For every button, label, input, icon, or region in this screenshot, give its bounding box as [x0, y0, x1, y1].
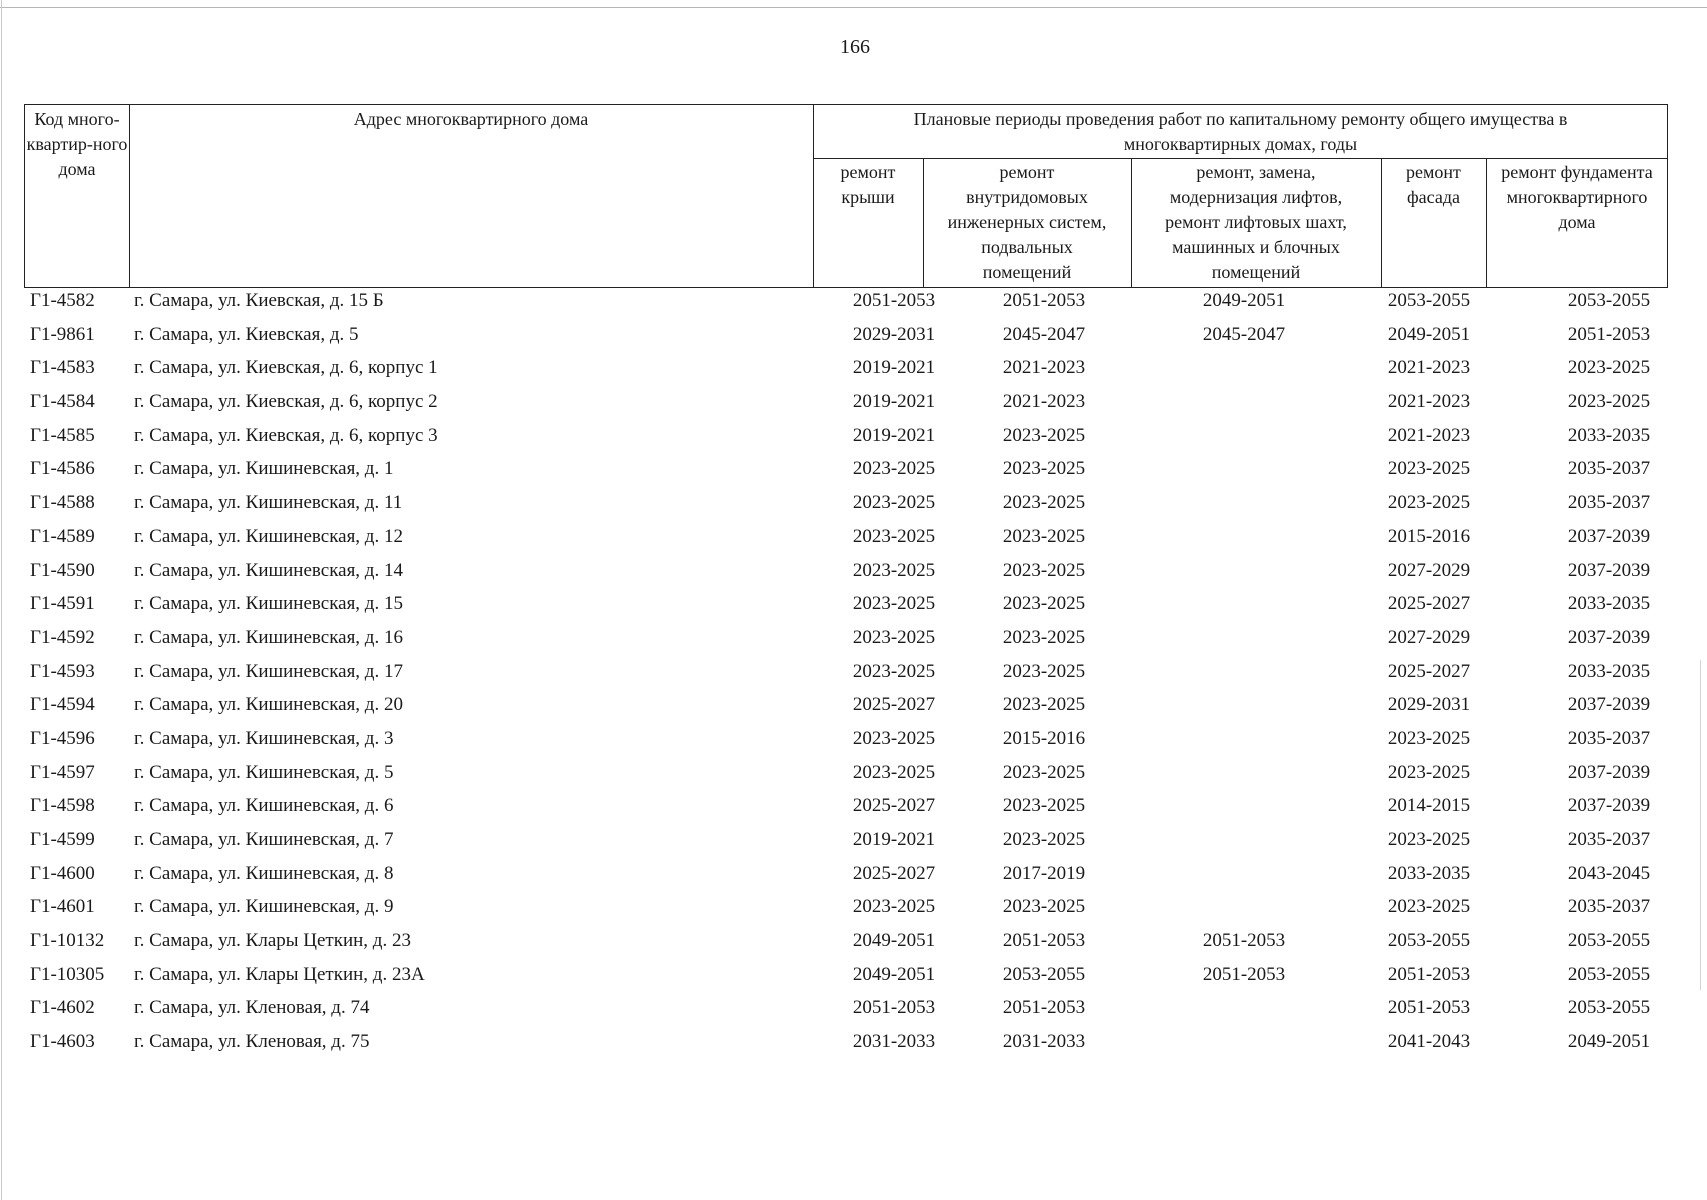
row-address: г. Самара, ул. Кишиневская, д. 14 [134, 559, 403, 581]
page-number: 166 [840, 36, 870, 58]
row-engineering: 2023-2025 [1002, 593, 1086, 615]
table-row [24, 355, 1668, 389]
row-roof: 2023-2025 [852, 896, 936, 918]
row-roof: 2019-2021 [852, 357, 936, 379]
row-code: Г1-4598 [30, 795, 95, 817]
row-foundation: 2035-2037 [1567, 492, 1651, 514]
row-address: г. Самара, ул. Кишиневская, д. 20 [134, 694, 403, 716]
row-code: Г1-4597 [30, 761, 95, 783]
row-code: Г1-4588 [30, 492, 95, 514]
row-foundation: 2037-2039 [1567, 626, 1651, 648]
row-lifts: 2051-2053 [1202, 930, 1286, 952]
header-foundation: ремонт фундамента многоквартирного дома [1501, 162, 1653, 232]
row-code: Г1-4590 [30, 559, 95, 581]
row-facade: 2023-2025 [1387, 896, 1471, 918]
row-address: г. Самара, ул. Кишиневская, д. 3 [134, 727, 394, 749]
row-facade: 2051-2053 [1387, 963, 1471, 985]
row-foundation: 2037-2039 [1567, 559, 1651, 581]
row-roof: 2025-2027 [852, 694, 936, 716]
table-row [24, 962, 1668, 996]
row-engineering: 2023-2025 [1002, 829, 1086, 850]
row-engineering: 2023-2025 [1002, 795, 1086, 817]
row-foundation: 2033-2035 [1567, 593, 1651, 615]
row-address: г. Самара, ул. Кленовая, д. 75 [134, 1031, 370, 1053]
row-address: г. Самара, ул. Кленовая, д. 74 [134, 997, 370, 1019]
row-lifts: 2051-2053 [1202, 963, 1286, 985]
row-roof: 2023-2025 [852, 559, 936, 581]
row-address: г. Самара, ул. Киевская, д. 6, корпус 1 [134, 357, 438, 379]
table-row [24, 995, 1668, 1029]
row-address: г. Самара, ул. Кишиневская, д. 8 [134, 862, 394, 884]
row-facade: 2027-2029 [1387, 626, 1471, 648]
row-roof: 2023-2025 [852, 593, 936, 615]
header-code: Код много-квартир-ного дома [26, 109, 128, 179]
table-row [24, 490, 1668, 524]
row-code: Г1-4582 [30, 290, 95, 311]
row-code: Г1-4591 [30, 593, 95, 615]
row-address: г. Самара, ул. Кишиневская, д. 17 [134, 660, 403, 682]
table-row [24, 760, 1668, 794]
row-address: г. Самара, ул. Киевская, д. 15 Б [134, 290, 384, 311]
row-engineering: 2021-2023 [1002, 391, 1086, 413]
row-engineering: 2023-2025 [1002, 896, 1086, 918]
row-engineering: 2045-2047 [1002, 323, 1086, 345]
row-engineering: 2023-2025 [1002, 559, 1086, 581]
row-foundation: 2049-2051 [1567, 1031, 1651, 1053]
row-roof: 2023-2025 [852, 660, 936, 682]
row-lifts: 2045-2047 [1202, 323, 1286, 345]
row-facade: 2027-2029 [1387, 559, 1471, 581]
row-roof: 2023-2025 [852, 492, 936, 514]
row-roof: 2025-2027 [852, 795, 936, 817]
row-foundation: 2037-2039 [1567, 525, 1651, 547]
row-address: г. Самара, ул. Кишиневская, д. 5 [134, 761, 394, 783]
row-facade: 2023-2025 [1387, 761, 1471, 783]
row-address: г. Самара, ул. Кишиневская, д. 9 [134, 896, 394, 918]
row-foundation: 2053-2055 [1567, 997, 1651, 1019]
row-code: Г1-4584 [30, 391, 95, 413]
table-row [24, 659, 1668, 693]
row-address: г. Самара, ул. Кишиневская, д. 11 [134, 492, 403, 514]
table-body [24, 288, 1668, 1063]
row-address: г. Самара, ул. Кишиневская, д. 7 [134, 829, 394, 850]
row-facade: 2023-2025 [1387, 492, 1471, 514]
row-roof: 2023-2025 [852, 525, 936, 547]
row-code: Г1-4583 [30, 357, 95, 379]
header-engineering: ремонт внутридомовых инженерных систем, подвальных помещений [947, 162, 1107, 282]
row-engineering: 2023-2025 [1002, 424, 1086, 446]
row-foundation: 2037-2039 [1567, 694, 1651, 716]
row-address: г. Самара, ул. Кишиневская, д. 1 [134, 458, 394, 480]
row-foundation: 2051-2053 [1567, 323, 1651, 345]
row-facade: 2023-2025 [1387, 458, 1471, 480]
row-engineering: 2053-2055 [1002, 963, 1086, 985]
table-header [24, 104, 1668, 288]
row-code: Г1-9861 [30, 323, 95, 345]
row-foundation: 2037-2039 [1567, 795, 1651, 817]
row-code: Г1-4596 [30, 727, 95, 749]
row-address: г. Самара, ул. Киевская, д. 5 [134, 323, 359, 345]
table-row [24, 1029, 1668, 1063]
header-facade: ремонт фасада [1406, 162, 1461, 207]
row-foundation: 2023-2025 [1567, 357, 1651, 379]
row-code: Г1-4593 [30, 660, 95, 682]
row-facade: 2053-2055 [1387, 290, 1471, 311]
row-facade: 2053-2055 [1387, 930, 1471, 952]
table-row [24, 456, 1668, 490]
header-periods: Плановые периоды проведения работ по капитальному ремонту общего имущества в многоквартирных домах, годы [913, 109, 1568, 154]
row-code: Г1-4585 [30, 424, 95, 446]
header-divider [129, 105, 130, 288]
table-row [24, 692, 1668, 726]
row-roof: 2029-2031 [852, 323, 936, 345]
row-facade: 2049-2051 [1387, 323, 1471, 345]
row-roof: 2025-2027 [852, 862, 936, 884]
row-engineering: 2023-2025 [1002, 761, 1086, 783]
row-foundation: 2053-2055 [1567, 290, 1651, 311]
table-row [24, 928, 1668, 962]
row-facade: 2014-2015 [1387, 795, 1471, 817]
row-foundation: 2043-2045 [1567, 862, 1651, 884]
row-facade: 2023-2025 [1387, 829, 1471, 850]
row-foundation: 2033-2035 [1567, 660, 1651, 682]
row-address: г. Самара, ул. Кишиневская, д. 6 [134, 795, 394, 817]
row-roof: 2023-2025 [852, 727, 936, 749]
row-foundation: 2037-2039 [1567, 761, 1651, 783]
row-engineering: 2023-2025 [1002, 626, 1086, 648]
row-engineering: 2017-2019 [1002, 862, 1086, 884]
row-foundation: 2053-2055 [1567, 963, 1651, 985]
row-engineering: 2015-2016 [1002, 727, 1086, 749]
row-engineering: 2031-2033 [1002, 1031, 1086, 1053]
scan-left-edge [1, 0, 2, 1200]
row-roof: 2019-2021 [852, 829, 936, 850]
table-row [24, 625, 1668, 659]
row-facade: 2041-2043 [1387, 1031, 1471, 1053]
row-code: Г1-4600 [30, 862, 95, 884]
row-foundation: 2035-2037 [1567, 727, 1651, 749]
row-roof: 2049-2051 [852, 930, 936, 952]
row-address: г. Самара, ул. Киевская, д. 6, корпус 3 [134, 424, 438, 446]
row-code: Г1-10132 [30, 930, 105, 952]
row-foundation: 2033-2035 [1567, 424, 1651, 446]
row-code: Г1-4601 [30, 896, 95, 918]
table-row [24, 861, 1668, 895]
row-address: г. Самара, ул. Кишиневская, д. 15 [134, 593, 403, 615]
table-row [24, 726, 1668, 760]
row-code: Г1-10305 [30, 963, 105, 985]
row-engineering: 2051-2053 [1002, 290, 1086, 311]
row-roof: 2049-2051 [852, 963, 936, 985]
row-address: г. Самара, ул. Клары Цеткин, д. 23А [134, 963, 425, 985]
row-address: г. Самара, ул. Кишиневская, д. 16 [134, 626, 403, 648]
table-row [24, 793, 1668, 827]
row-facade: 2021-2023 [1387, 357, 1471, 379]
row-code: Г1-4594 [30, 694, 95, 716]
table-row [24, 322, 1668, 356]
row-facade: 2021-2023 [1387, 424, 1471, 446]
row-code: Г1-4589 [30, 525, 95, 547]
header-roof: ремонт крыши [840, 162, 896, 207]
header-address: Адрес многоквартирного дома [353, 109, 589, 129]
header-lifts: ремонт, замена, модернизация лифтов, ремонт лифтовых шахт, машинных и блочных помещений [1165, 162, 1347, 282]
row-facade: 2021-2023 [1387, 391, 1471, 413]
row-roof: 2051-2053 [852, 290, 936, 311]
row-facade: 2051-2053 [1387, 997, 1471, 1019]
table-row [24, 591, 1668, 625]
row-roof: 2023-2025 [852, 458, 936, 480]
row-engineering: 2023-2025 [1002, 458, 1086, 480]
table-row [24, 288, 1668, 322]
row-facade: 2015-2016 [1387, 525, 1471, 547]
row-engineering: 2023-2025 [1002, 525, 1086, 547]
row-roof: 2031-2033 [852, 1031, 936, 1053]
row-roof: 2019-2021 [852, 391, 936, 413]
table-row [24, 524, 1668, 558]
table-row [24, 389, 1668, 423]
row-engineering: 2023-2025 [1002, 660, 1086, 682]
row-facade: 2025-2027 [1387, 593, 1471, 615]
row-facade: 2025-2027 [1387, 660, 1471, 682]
row-address: г. Самара, ул. Клары Цеткин, д. 23 [134, 930, 411, 952]
table-row [24, 894, 1668, 928]
row-engineering: 2051-2053 [1002, 930, 1086, 952]
row-roof: 2023-2025 [852, 761, 936, 783]
row-foundation: 2023-2025 [1567, 391, 1651, 413]
row-engineering: 2023-2025 [1002, 492, 1086, 514]
row-code: Г1-4599 [30, 829, 95, 850]
row-roof: 2019-2021 [852, 424, 936, 446]
row-code: Г1-4592 [30, 626, 95, 648]
scan-top-edge [0, 7, 1707, 8]
table-row [24, 558, 1668, 592]
row-address: г. Самара, ул. Киевская, д. 6, корпус 2 [134, 391, 438, 413]
row-facade: 2023-2025 [1387, 727, 1471, 749]
row-facade: 2033-2035 [1387, 862, 1471, 884]
row-lifts: 2049-2051 [1202, 290, 1286, 311]
row-foundation: 2035-2037 [1567, 896, 1651, 918]
row-roof: 2023-2025 [852, 626, 936, 648]
row-code: Г1-4586 [30, 458, 95, 480]
row-foundation: 2035-2037 [1567, 458, 1651, 480]
row-code: Г1-4602 [30, 997, 95, 1019]
row-code: Г1-4603 [30, 1031, 95, 1053]
row-engineering: 2021-2023 [1002, 357, 1086, 379]
row-engineering: 2023-2025 [1002, 694, 1086, 716]
table-row [24, 827, 1668, 861]
row-foundation: 2053-2055 [1567, 930, 1651, 952]
row-address: г. Самара, ул. Кишиневская, д. 12 [134, 525, 403, 547]
table-row [24, 423, 1668, 457]
row-engineering: 2051-2053 [1002, 997, 1086, 1019]
row-facade: 2029-2031 [1387, 694, 1471, 716]
row-roof: 2051-2053 [852, 997, 936, 1019]
row-foundation: 2035-2037 [1567, 829, 1651, 850]
